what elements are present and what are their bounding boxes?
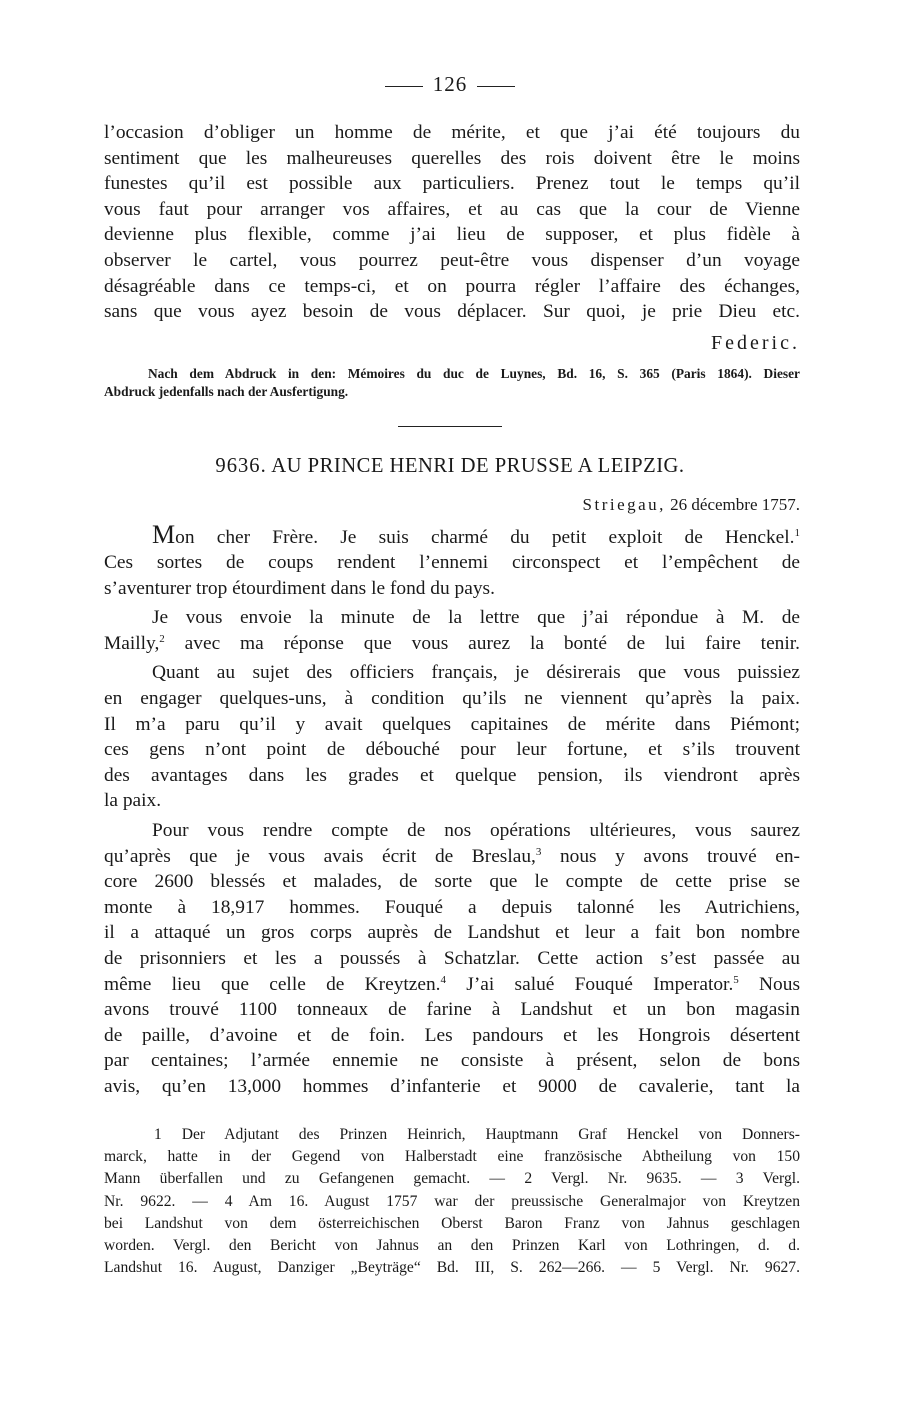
page-number	[0, 72, 900, 97]
footnote-line: Mann überfallen und zu Gefangenen gemacht. — 2 Vergl. Nr. 9635. — 3 Vergl.	[104, 1170, 800, 1188]
text-span: Mailly,	[104, 632, 160, 654]
text-line: ces gens n’ont point de débouché pour leur fortune, et s’ils trouvent	[104, 739, 800, 761]
opening-letter: M	[152, 520, 176, 549]
text-line: Pour vous rendre compte de nos opérations ultérieures, vous saurez	[152, 819, 800, 841]
footnote-ref: 5	[733, 973, 739, 986]
text-span: avec ma réponse que vous aurez la bonté de lui faire tenir.	[164, 632, 800, 654]
text-line: sentiment que les malheureuses querelles des rois doivent être le moins	[104, 147, 800, 169]
text-line: Ces sortes de coups rendent l’ennemi circonspect et l’empêchent de	[104, 552, 800, 573]
text-line: sans que vous ayez besoin de vous déplacer. Sur quoi, je prie Dieu etc.	[104, 301, 800, 323]
text-span: qu’après que je vous avais écrit de Breslau,	[104, 845, 536, 867]
text-span: J’ai salué Fouqué Imperator.	[446, 973, 734, 995]
text-line: il a attaqué un gros corps auprès de Landshut et leur a fait bon nombre	[104, 922, 800, 944]
text-line: monte à 18,917 hommes. Fouqué a depuis talonné les Autrichiens,	[104, 896, 800, 918]
source-note-line: Nach dem Abdruck in den: Mémoires du duc de Luynes, Bd. 16, S. 365 (Paris 1864). Dieser	[148, 366, 800, 381]
text-line: Je vous envoie la minute de la lettre que j’ai répondue à M. de	[152, 607, 800, 629]
text-line: de prisonniers et les a poussés à Schatzlar. Cette action s’est passée au	[104, 947, 800, 969]
page-number-dash-right	[477, 86, 515, 87]
footnote-line: Landshut 16. August, Danziger „Beyträge“ Bd. III, S. 262—266. — 5 Vergl. Nr. 9627.	[104, 1259, 800, 1277]
footnote-ref: 4	[440, 973, 447, 986]
text-line: Quant au sujet des officiers français, je désirerais que vous puissiez	[152, 662, 800, 684]
source-note-line: Abdruck jedenfalls nach der Ausfertigung.	[104, 384, 349, 399]
text-line: observer le cartel, vous pourrez peut-être vous dispenser d’un voyage	[104, 249, 800, 271]
footnote-line: marck, hatte in der Gegend von Halberstadt eine französische Abtheilung von 150	[104, 1148, 800, 1166]
dateline-date: 26 décembre 1757.	[670, 495, 800, 514]
footnote-line: 1 Der Adjutant des Prinzen Heinrich, Hauptmann Graf Henckel von Donners-	[154, 1126, 800, 1143]
text-line: de paille, d’avoine et de foin. Les pandours et les Hongrois désertent	[104, 1024, 800, 1046]
letter-title: AU PRINCE HENRI DE PRUSSE A LEIPZIG.	[271, 455, 685, 477]
text-line	[104, 631, 800, 657]
text-line	[104, 844, 800, 870]
source-note	[104, 365, 800, 401]
signature: Federic.	[711, 332, 800, 354]
footnote-ref: 2	[159, 632, 165, 645]
text-span: Nous	[738, 973, 800, 995]
dateline	[583, 495, 800, 515]
section-divider	[398, 426, 502, 427]
text-span: nous y avons trouvé en-	[541, 845, 800, 867]
text-line: funestes qu’il est possible aux particuliers. Prenez tout le temps qu’il	[104, 173, 800, 195]
text-line: avis, qu’en 13,000 hommes d’infanterie et 9000 de cavalerie, tant la	[104, 1075, 800, 1097]
text-line	[104, 972, 800, 998]
footnote-line: Nr. 9622. — 4 Am 16. August 1757 war der preussische Generalmajor von Kreytzen	[104, 1192, 800, 1210]
text-line: en engager quelques-uns, à condition qu’ils ne viennent qu’après la paix.	[104, 687, 800, 709]
text-line: la paix.	[104, 790, 162, 812]
letter-heading	[0, 455, 900, 478]
letter-body	[104, 520, 800, 1099]
footnote-line: bei Landshut von dem österreichischen Oberst Baron Franz von Jahnus geschlagen	[104, 1214, 800, 1232]
text-line: désagréable dans ce temps-ci, et on pourra régler l’affaire des échanges,	[104, 275, 800, 297]
page-number-dash-left	[385, 86, 423, 87]
letter-number: 9636.	[215, 455, 267, 477]
previous-letter-ending	[104, 120, 800, 325]
text-line: Il m’a paru qu’il y avait quelques capitaines de mérite dans Piémont;	[104, 713, 800, 735]
dateline-place: Striegau,	[582, 495, 666, 514]
text-line: core 2600 blessés et malades, de sorte que le compte de cette prise se	[104, 871, 800, 893]
text-line: l’occasion d’obliger un homme de mérite, et que j’ai été toujours du	[104, 122, 800, 143]
text-line: des avantages dans les grades et quelque pension, ils viendront après	[104, 764, 800, 786]
footnote-ref: 1	[794, 527, 800, 539]
text-line: avons trouvé 1100 tonneaux de farine à Landshut et un bon magasin	[104, 999, 800, 1021]
footnote-ref: 3	[535, 845, 542, 858]
text-span: même lieu que celle de Kreytzen.	[104, 973, 441, 995]
footnotes	[104, 1124, 800, 1279]
page-number-text: 126	[432, 72, 468, 96]
text-line	[104, 520, 800, 550]
text-span: on cher Frère. Je suis charmé du petit exploit de Henckel.	[175, 527, 795, 548]
text-line: s’aventurer trop étourdiment dans le fond du pays.	[104, 577, 495, 599]
footnote-line: worden. Vergl. den Bericht von Jahnus an den Prinzen Karl von Lothringen, d. d.	[104, 1236, 800, 1254]
text-line: devienne plus flexible, comme j’ai lieu de supposer, et plus fidèle à	[104, 224, 800, 246]
text-line: vous faut pour arranger vos affaires, et au cas que la cour de Vienne	[104, 198, 800, 220]
text-line: par centaines; l’armée ennemie ne consiste à présent, selon de bons	[104, 1050, 800, 1072]
